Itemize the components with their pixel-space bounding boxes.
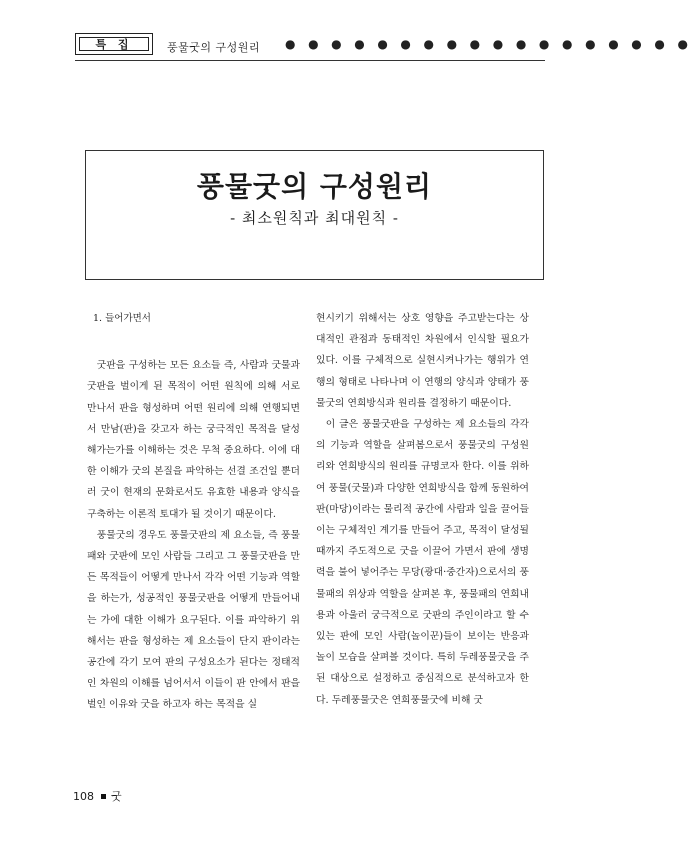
- publication-name: 굿: [111, 790, 122, 803]
- section-label: 특 집: [79, 37, 149, 51]
- square-bullet-icon: [101, 794, 106, 799]
- page-footer: [73, 788, 122, 804]
- body-paragraph: 굿판을 구성하는 모든 요소들 즉, 사람과 굿물과 굿판을 벌이게 된 목적이 어떤 원칙에 의해 서로 만나서 판을 형성하며 어떤 원리에 의해 연행되면서 만남(판)을 갖고자 하는 궁극적인 목적을 달성해가는가를 이해하는 것은 무척 중요하다. 이에 대한 이해가 굿의 본질을 파악하는 선결 조건일 뿐더러 굿이 현재의 문화로서도 유효한 내용과 양식을 구축하는 이론적 토대가 될 것이기 때문이다.: [87, 360, 300, 520]
- running-header: [75, 33, 692, 63]
- right-column: [316, 308, 529, 711]
- article-title-box: [85, 150, 544, 280]
- header-rule: [75, 60, 545, 61]
- section-heading: 1. 들어가면서: [93, 313, 151, 324]
- section-label-box: [75, 33, 153, 55]
- left-column: [87, 308, 300, 716]
- article-subtitle: - 최소원칙과 최대원칙 -: [230, 209, 399, 227]
- body-paragraph: 풍물굿의 경우도 풍물굿판의 제 요소들, 즉 풍물패와 굿판에 모인 사람들 그리고 그 풍물굿판을 만든 목적들이 어떻게 만나서 각각 어떤 기능과 역할을 하는가, 성공적인 풍물굿판을 어떻게 만들어내는 가에 대한 이해가 요구된다. 이를 파악하기 위해서는 판을 형성하는 제 요소들이 단지 판이라는 공간에 각기 모여 판의 구성요소가 된다는 정태적인 차원의 이해를 넘어서서 이들이 판 안에서 판을 벌인 이유와 굿을 하고자 하는 목적을 실: [87, 529, 300, 711]
- article-title: 풍물굿의 구성원리: [196, 170, 433, 203]
- running-title: 풍물굿의 구성원리: [167, 41, 261, 54]
- body-paragraph: 이 글은 풍물굿판을 구성하는 제 요소들의 각각의 기능과 역할을 살펴봄으로서 풍물굿의 구성원리와 연희방식의 원리를 규명코자 한다. 이를 위하여 풍물(굿물)과 다양한 연희방식을 함께 동원하여 판(마당)이라는 물리적 공간에 사람과 일을 끌어들이는 구체적인 계기를 만들어 주고, 목적이 달성될 때까지 주도적으로 굿을 이끌어 가면서 판에 생명력을 불어 넣어주는 무당(광대·중간자)으로서의 풍물패의 위상과 역할을 살펴본 후, 풍물패의 연희내용과 아울러 궁극적으로 굿판의 주인이라고 할 수 있는 판에 모인 사람(놀이꾼)들이 보이는 반응과 놀이 모습을 살펴볼 것이다. 특히 두레풍물굿을 주된 대상으로 설정하고 중심적으로 분석하고자 한다. 두레풍물굿은 연희풍물굿에 비해 굿: [316, 419, 529, 706]
- body-paragraph: 현시키기 위해서는 상호 영향을 주고받는다는 상대적인 관점과 동태적인 차원에서 인식할 필요가 있다. 이를 구체적으로 실현시켜나가는 행위가 연행의 형태로 나타나며 이 연행의 양식과 양태가 풍물굿의 연희방식과 원리를 결정하기 때문이다.: [316, 313, 529, 409]
- page-number: 108: [73, 790, 94, 803]
- header-dot-rule: ● ● ● ● ● ● ● ● ● ● ● ● ● ● ● ● ● ●: [285, 37, 692, 51]
